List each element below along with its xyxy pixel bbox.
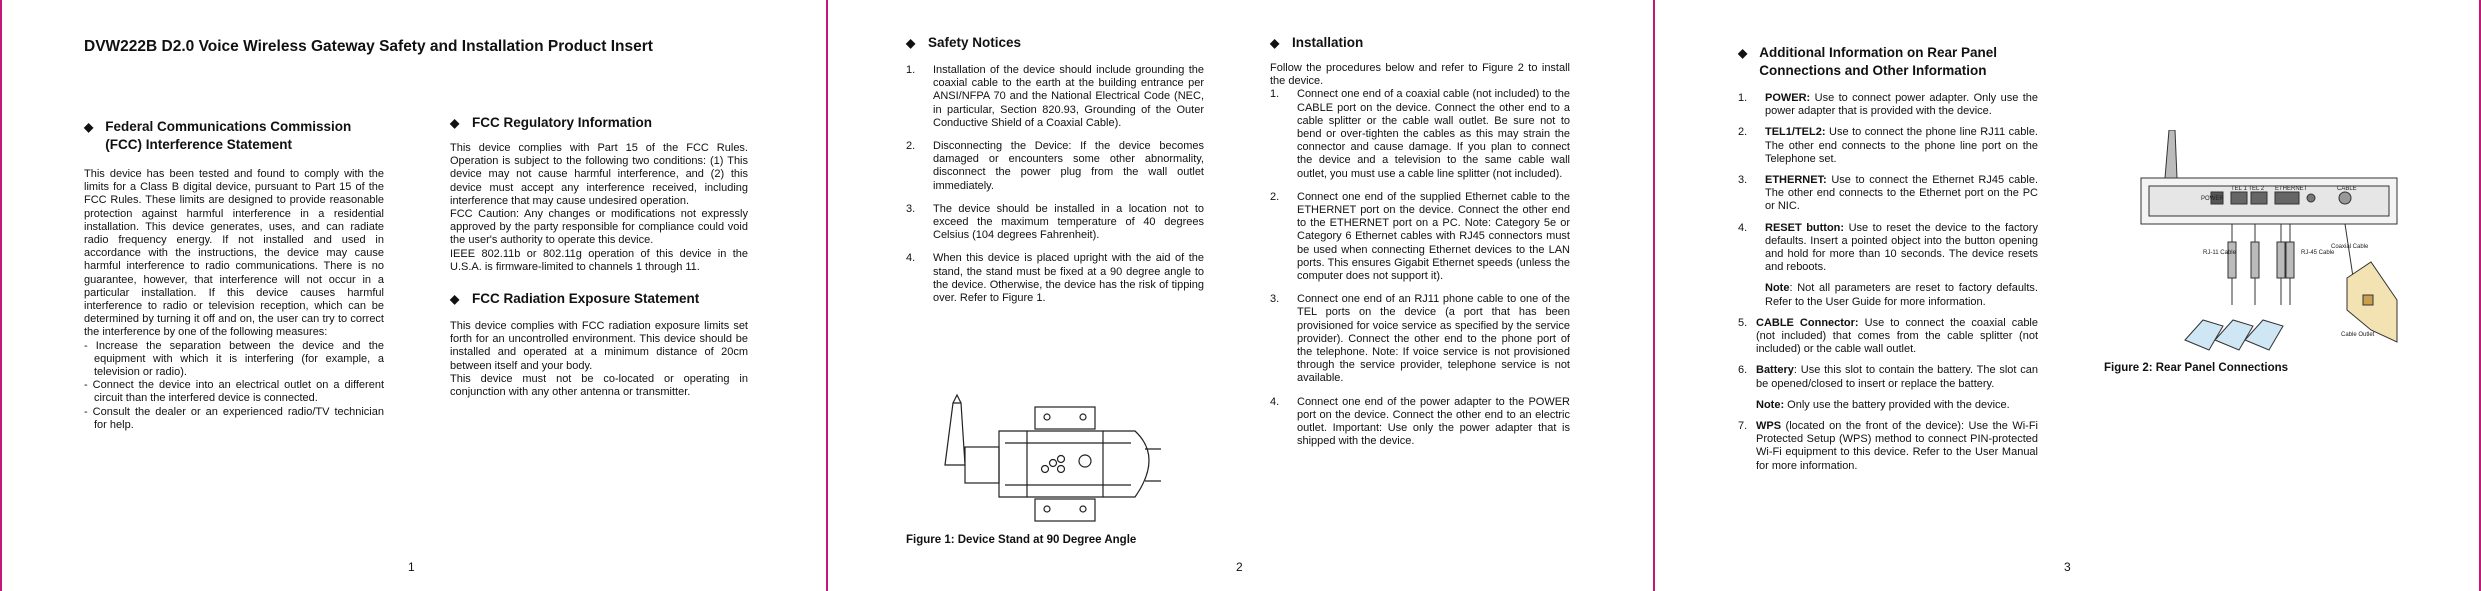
list-item: 4. Connect one end of the power adapter to the POWER port on the device. Connect the other end to an electric outlet. Important: Use only the power adapter that is shipped with the device. <box>1270 395 1570 448</box>
safety-list <box>906 64 1204 305</box>
section-heading: FCC Radiation Exposure Statement <box>472 291 700 307</box>
list-item: - Consult the dealer or an experienced radio/TV technician for help. <box>84 405 384 431</box>
rear-panel-figure <box>2135 130 2405 360</box>
list-item: 4. RESET button: Use to reset the device to the factory defaults. Insert a pointed object into the button opening and hold for more than 10 seconds. The device resets and reboots. Note: Not all parameters are reset to factory defaults. Refer to the User Guide for more information. <box>1738 221 2038 308</box>
list-item: 6. Battery: Use this slot to contain the battery. The slot can be opened/closed to insert or replace the battery. Note: Only use the battery provided with the device. <box>1738 364 2038 411</box>
list-item: 1. Connect one end of a coaxial cable (not included) to the CABLE port on the device. Connect the other end to a cable splitter or the cable wall outlet. Be sure not to bend or over-tighten the cables as this may strain the connector and cause damage. If you plan to connect the device and a television to the same cable wall outlet, you must use a cable line splitter (not included). <box>1270 88 1570 180</box>
installation-section <box>1270 34 1570 458</box>
diamond-bullet-icon: ◆ <box>1738 46 1748 60</box>
diamond-bullet-icon: ◆ <box>906 36 916 50</box>
figure-caption: Figure 2: Rear Panel Connections <box>2104 362 2289 374</box>
installation-list <box>1270 88 1570 448</box>
rear-label-power: POWER <box>2201 196 2224 202</box>
fcc-regulatory-section <box>450 114 748 399</box>
section-body: This device complies with Part 15 of the FCC Rules. Operation is subject to the following two conditions: (1) This device may not cause harmful interference, and (2) this device must accept any interference received, including interference that may cause undesired operation. <box>450 142 748 207</box>
document-title: DVW222B D2.0 Voice Wireless Gateway Safety and Installation Product Insert <box>84 38 653 55</box>
rear-label-outlet: Cable Outlet <box>2341 332 2375 338</box>
list-item: 2. TEL1/TEL2: Use to connect the phone line RJ11 cable. The other end connects to the phone line port on the Telephone set. <box>1738 126 2038 165</box>
fcc-interference-section <box>84 118 384 432</box>
rear-label-ethernet: ETHERNET <box>2275 186 2308 192</box>
list-item: 2. Connect one end of the supplied Ethernet cable to the ETHERNET port on the device. Connect the other end to the ETHERNET port on a PC. Note: Category 5e or Category 6 Ethernet cables with RJ45 connectors must be used when connecting Ethernet devices to the LAN ports. This ensures Gigabit Ethernet speeds (unless the computer does not support it). <box>1270 190 1570 283</box>
page-border-2-3 <box>1653 0 1655 591</box>
rear-panel-list <box>1738 92 2038 473</box>
rear-label-rj45: RJ-45 Cable <box>2301 250 2335 256</box>
list-item: 7. WPS (located on the front of the device): Use the Wi-Fi Protected Setup (WPS) method to connect PIN-protected Wi-Fi equipment to this device. Refer to the User Manual for more information. <box>1738 420 2038 472</box>
diamond-bullet-icon: ◆ <box>1270 36 1280 50</box>
section-body: Follow the procedures below and refer to Figure 2 to install the device. <box>1270 62 1570 88</box>
rear-panel-section <box>1738 44 2038 473</box>
section-body: FCC Caution: Any changes or modifications not expressly approved by the party responsible for compliance could void the user's authority to operate this device. <box>450 208 748 247</box>
rear-label-rj11: RJ-11 Cable <box>2203 250 2236 256</box>
safety-notices-section <box>906 34 1204 315</box>
list-item: 4. When this device is placed upright with the aid of the stand, the stand must be fixed at a 90 degree angle to the device. Otherwise, the device has the risk of tipping over. Refer to Figure 1. <box>906 252 1204 305</box>
list-item: 3. ETHERNET: Use to connect the Ethernet RJ45 cable. The other end connects to the Ethernet port on the PC or NIC. <box>1738 174 2038 213</box>
list-item: 2. Disconnecting the Device: If the device becomes damaged or encounters some other abnormality, disconnect the power plug from the wall outlet immediately. <box>906 140 1204 192</box>
rear-label-cable: CABLE <box>2337 186 2357 192</box>
list-item: 3. The device should be installed in a location not to exceed the maximum temperature of 40 degrees Celsius (104 degrees Fahrenheit). <box>906 202 1204 242</box>
list-item: 1. POWER: Use to connect power adapter. Only use the power adapter that is provided with the device. <box>1738 92 2038 118</box>
page-number: 2 <box>1236 560 1243 574</box>
section-heading: Federal Communications Commission (FCC) Interference Statement <box>105 119 352 152</box>
list-item: 1. Installation of the device should include grounding the coaxial cable to the earth at the building entrance per ANSI/NFPA 70 and the National Electrical Code (NEC, in particular, Section 820.93, Grounding of the Outer Conductive Shield of a Coaxial Cable). <box>906 64 1204 129</box>
list-item: - Increase the separation between the device and the equipment with which it is interfering (for example, a television or radio). <box>84 339 384 379</box>
section-body: This device has been tested and found to comply with the limits for a Class B digital device, pursuant to Part 15 of the FCC Rules. These limits are designed to provide reasonable protection against harmful interference in a residential installation. This device generates, uses, and can radiate radio frequency energy. If not installed and used in accordance with the instructions, the device may cause harmful interference to radio communications. There is no guarantee, however, that interference will not occur in a particular installation. If this device causes harmful interference to radio or television reception, which can be determined by turning it off and on, the user can try to correct the interference by one of the following measures: <box>84 168 384 339</box>
page-number: 3 <box>2064 560 2071 574</box>
list-item: 5. CABLE Connector: Use to connect the coaxial cable (not included) that comes from the cable splitter (not included) or the cable wall outlet. <box>1738 316 2038 356</box>
section-body: IEEE 802.11b or 802.11g operation of this device in the U.S.A. is firmware-limited to channels 1 through 11. <box>450 247 748 273</box>
rear-label-coax: Coaxial Cable <box>2331 244 2369 250</box>
page-number: 1 <box>408 560 415 574</box>
rear-label-tel: TEL 1 TEL 2 <box>2231 186 2265 192</box>
diamond-bullet-icon: ◆ <box>450 116 460 130</box>
list-item: - Connect the device into an electrical outlet on a different circuit than the interfered device is connected. <box>84 379 384 405</box>
device-stand-figure <box>935 385 1195 525</box>
diamond-bullet-icon: ◆ <box>450 292 460 307</box>
section-heading: FCC Regulatory Information <box>472 115 653 130</box>
section-body: This device complies with FCC radiation exposure limits set forth for an uncontrolled environment. This device should be installed and operated at a minimum distance of 20cm between itself and your body. <box>450 320 748 372</box>
list-item: 3. Connect one end of an RJ11 phone cable to one of the TEL ports on the device (a port that has been provisioned for voice service as specified by the service provider). Connect the other end to the phone port of the telephone. Note: If voice service is not provisioned through the service provider, telephone service is not available. <box>1270 293 1570 385</box>
measures-list <box>84 340 384 432</box>
diamond-bullet-icon: ◆ <box>84 120 94 134</box>
section-heading: Additional Information on Rear Panel Connections and Other Information <box>1759 45 1998 78</box>
page-border-1-2 <box>826 0 828 591</box>
figure-caption: Figure 1: Device Stand at 90 Degree Angle <box>906 534 1137 546</box>
section-heading: Installation <box>1292 35 1364 50</box>
section-body: This device must not be co-located or operating in conjunction with any other antenna or transmitter. <box>450 372 748 399</box>
page-border-left <box>0 0 2 591</box>
section-heading: Safety Notices <box>928 35 1022 50</box>
